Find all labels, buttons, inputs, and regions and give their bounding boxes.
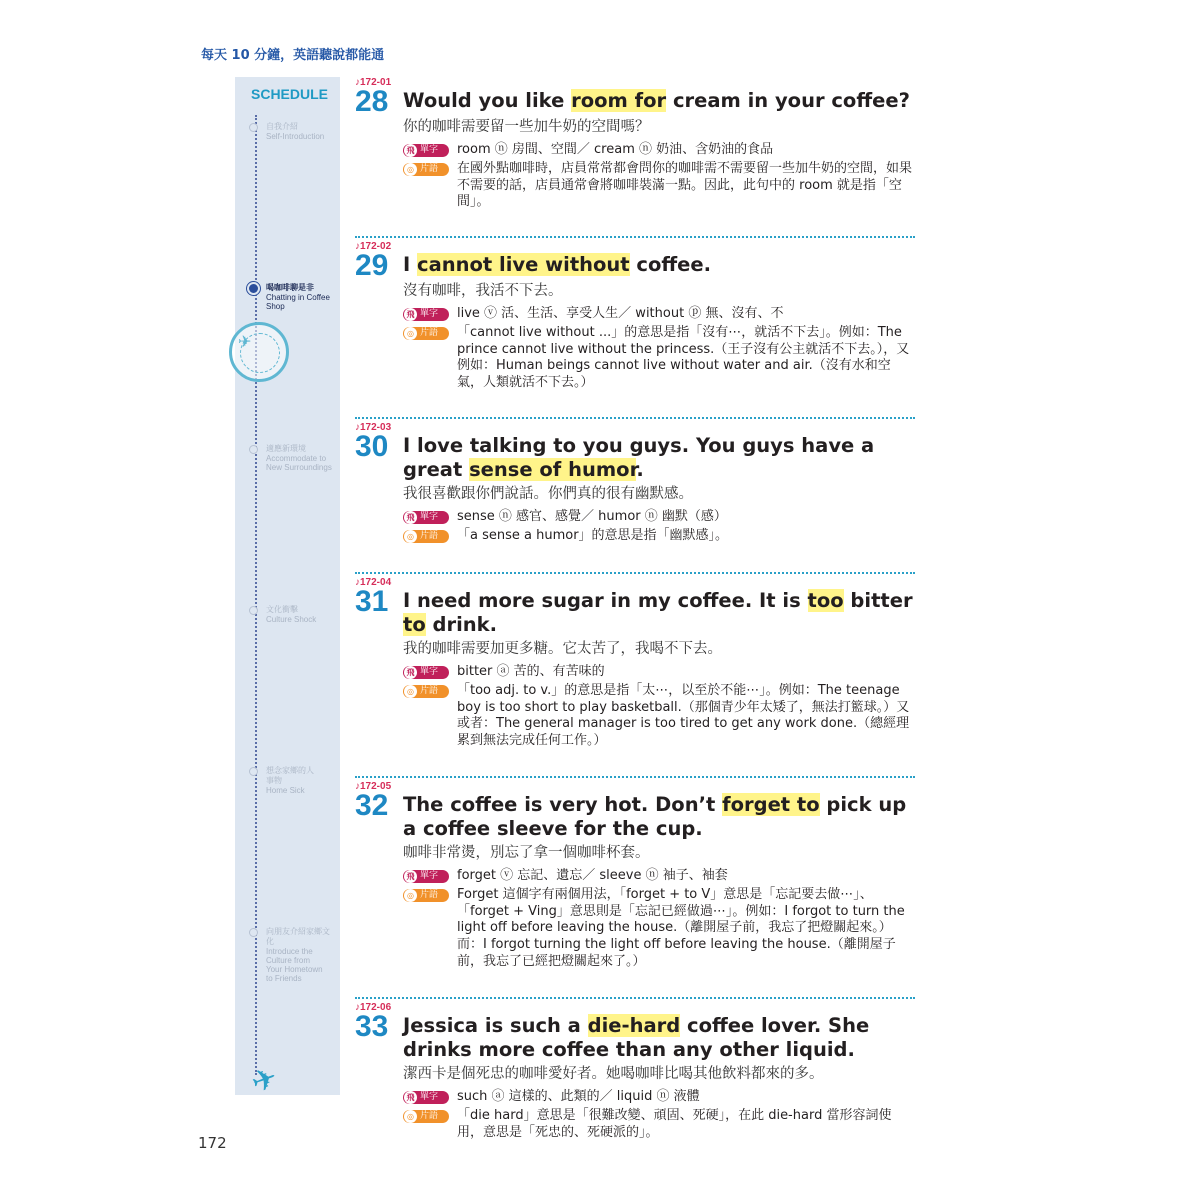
highlight: cannot live without [417,253,630,276]
schedule-step[interactable] [249,927,339,983]
airplane-icon: ✈ [238,332,252,351]
phrase-tag: ◎ 片語 [403,327,449,340]
phrase-tag: ◎ 片語 [403,1110,449,1123]
phrase-entry [355,1002,915,1143]
phrase-note: ◎ 片語 Forget 這個字有兩個用法，「forget + to V」意思是「忘記要去做⋯」、「forget + Ving」意思則是「忘記已經做過⋯」。例如：I forgot to turn the light off before leaving the house.（離開屋子前，我忘了把燈關起來。）而：I forgot turning the light off before leaving the house.（離開屋子前，我忘了已經把燈關起來了。） [403,887,915,971]
phrase-note: ◎ 片語 「die hard」意思是「很難改變、頑固、死硬」，在此 die-hard 當形容詞使用，意思是「死忠的、死硬派的」。 [403,1108,915,1142]
phrase-note: ◎ 片語 「cannot live without ...」的意思是指「沒有⋯，就活不下去」。例如：The prince cannot live without the princess.（王子沒有公主就活不下去。），又例如：Human beings cannot live without water and air.（沒有水和空氣，人類就活不下去。） [403,325,915,392]
english-sentence: The coffee is very hot. Don’t forget to pick up a coffee sleeve for the cup. [403,793,907,840]
phrase-entry [355,781,915,973]
phrase-entry [355,77,915,213]
step-label-zh: 喝咖啡聊是非 [266,283,314,292]
chinese-translation: 你的咖啡需要留一些加牛奶的空間嗎？ [403,119,650,135]
english-sentence: I cannot live without coffee. [403,253,712,276]
dotted-separator [355,572,915,574]
step-label-zh: 適應新環境 [266,444,306,453]
highlight: forget to [722,793,820,816]
step-dot [249,123,258,132]
phrase-note: ◎ 片語 「a sense a humor」的意思是指「幽默感」。 [403,528,915,545]
word-note: 飛 單字 sense ⓝ 感官、感覺／ humor ⓝ 幽默（感） [403,509,915,526]
page-number: 172 [198,1134,227,1152]
schedule-step[interactable] [249,122,339,141]
phrase-tag: ◎ 片語 [403,889,449,902]
audio-track-label[interactable]: ♪172-01 [355,77,392,88]
phrase-tag-icon: ◎ [404,530,417,543]
step-dot [249,767,258,776]
schedule-title: SCHEDULE [251,86,329,102]
airplane-icon: ✈ [246,1059,283,1102]
phrase-tag-icon: ◎ [404,685,417,698]
word-tag-icon: 飛 [404,1091,417,1104]
step-label-en: Self-Introduction [266,132,325,141]
word-tag: 飛 單字 [403,870,449,883]
word-tag-icon: 飛 [404,511,417,524]
word-tag: 飛 單字 [403,144,449,157]
word-note: 飛 單字 room ⓝ 房間、空間／ cream ⓝ 奶油、含奶油的食品 [403,142,915,159]
phrase-tag-icon: ◎ [404,327,417,340]
word-note: 飛 單字 bitter ⓐ 苦的、有苦味的 [403,664,915,681]
chinese-translation: 潔西卡是個死忠的咖啡愛好者。她喝咖啡比喝其他飲料都來的多。 [403,1066,824,1082]
word-tag: 飛 單字 [403,1091,449,1104]
step-dot [249,606,258,615]
dotted-separator [355,236,915,238]
schedule-step[interactable] [249,605,339,624]
highlight: too [807,589,844,612]
entry-number: 31 [355,585,389,618]
phrase-tag-icon: ◎ [404,1110,417,1123]
entry-number: 28 [355,85,389,118]
audio-track-label[interactable]: ♪172-03 [355,422,392,433]
word-note: 飛 單字 live ⓥ 活、生活、享受人生／ without ⓟ 無、沒有、不 [403,306,915,323]
schedule-step-active[interactable] [249,283,339,311]
word-tag: 飛 單字 [403,308,449,321]
phrase-tag: ◎ 片語 [403,685,449,698]
phrase-tag: ◎ 片語 [403,530,449,543]
word-tag-icon: 飛 [404,870,417,883]
chinese-translation: 沒有咖啡，我活不下去。 [403,283,563,299]
word-tag-icon: 飛 [404,666,417,679]
highlight: room for [571,89,667,112]
schedule-step[interactable] [249,444,339,472]
phrase-note: ◎ 片語 在國外點咖啡時，店員常常都會問你的咖啡需不需要留一些加牛奶的空間，如果不需要的話，店員通常會將咖啡裝滿一點。因此，此句中的 room 就是指「空間」。 [403,161,915,211]
dotted-separator [355,776,915,778]
phrase-entry [355,422,915,547]
entry-number: 30 [355,430,389,463]
step-dot [249,445,258,454]
audio-track-label[interactable]: ♪172-04 [355,577,392,588]
step-label-zh: 想念家鄉的人事物 [266,766,314,785]
step-label-zh: 向朋友介紹家鄉文化 [266,927,330,946]
word-tag: 飛 單字 [403,666,449,679]
phrase-entry [355,577,915,752]
audio-track-label[interactable]: ♪172-02 [355,241,392,252]
word-note: 飛 單字 forget ⓥ 忘記、遺忘／ sleeve ⓝ 袖子、袖套 [403,868,915,885]
word-tag-icon: 飛 [404,144,417,157]
english-sentence: I love talking to you guys. You guys have a great sense of humor. [403,434,875,481]
entry-number: 32 [355,789,389,822]
word-note: 飛 單字 such ⓐ 這樣的、此類的／ liquid ⓝ 液體 [403,1089,915,1106]
highlight: sense of humor [469,458,637,481]
entry-number: 29 [355,249,389,282]
english-sentence: Jessica is such a die-hard coffee lover. She drinks more coffee than any other liquid. [403,1014,870,1061]
english-sentence: I need more sugar in my coffee. It is too bitter to drink. [403,589,913,636]
highlight: to [403,613,426,636]
phrase-tag: ◎ 片語 [403,163,449,176]
step-label-en: Accommodate to New Surroundings [266,454,332,472]
chinese-translation: 我很喜歡跟你們說話。你們真的很有幽默感。 [403,486,693,502]
entry-number: 33 [355,1010,389,1043]
english-sentence: Would you like room for cream in your coffee? [403,89,910,112]
step-label-en: Chatting in Coffee Shop [266,293,330,311]
word-tag-icon: 飛 [404,308,417,321]
chinese-translation: 我的咖啡需要加更多糖。它太苦了，我喝不下去。 [403,641,722,657]
step-label-zh: 自我介紹 [266,122,298,131]
page-header: 每天 10 分鐘，英語聽說都能通 [201,48,385,63]
step-dot [249,284,258,293]
schedule-sidebar [235,77,340,1095]
step-label-zh: 文化衝擊 [266,605,298,614]
step-dot [249,928,258,937]
phrase-entry [355,241,915,394]
chinese-translation: 咖啡非常燙，別忘了拿一個咖啡杯套。 [403,845,650,861]
audio-track-label[interactable]: ♪172-05 [355,781,392,792]
step-label-en: Introduce the Culture from Your Hometown to Friends [266,947,323,983]
highlight: die-hard [587,1014,681,1037]
phrase-tag-icon: ◎ [404,163,417,176]
dotted-separator [355,417,915,419]
dotted-separator [355,997,915,999]
passport-stamp-icon [229,322,289,382]
word-tag: 飛 單字 [403,511,449,524]
schedule-step[interactable] [249,766,339,795]
audio-track-label[interactable]: ♪172-06 [355,1002,392,1013]
step-label-en: Home Sick [266,786,305,795]
phrase-note: ◎ 片語 「too adj. to v.」的意思是指「太⋯，以至於不能⋯」。例如：The teenage boy is too short to play basketball.（那個青少年太矮了，無法打籃球。）又或者：The general manager is too tired to get any work done.（總經理累到無法完成任何工作。） [403,683,915,750]
step-label-en: Culture Shock [266,615,317,624]
phrase-tag-icon: ◎ [404,889,417,902]
